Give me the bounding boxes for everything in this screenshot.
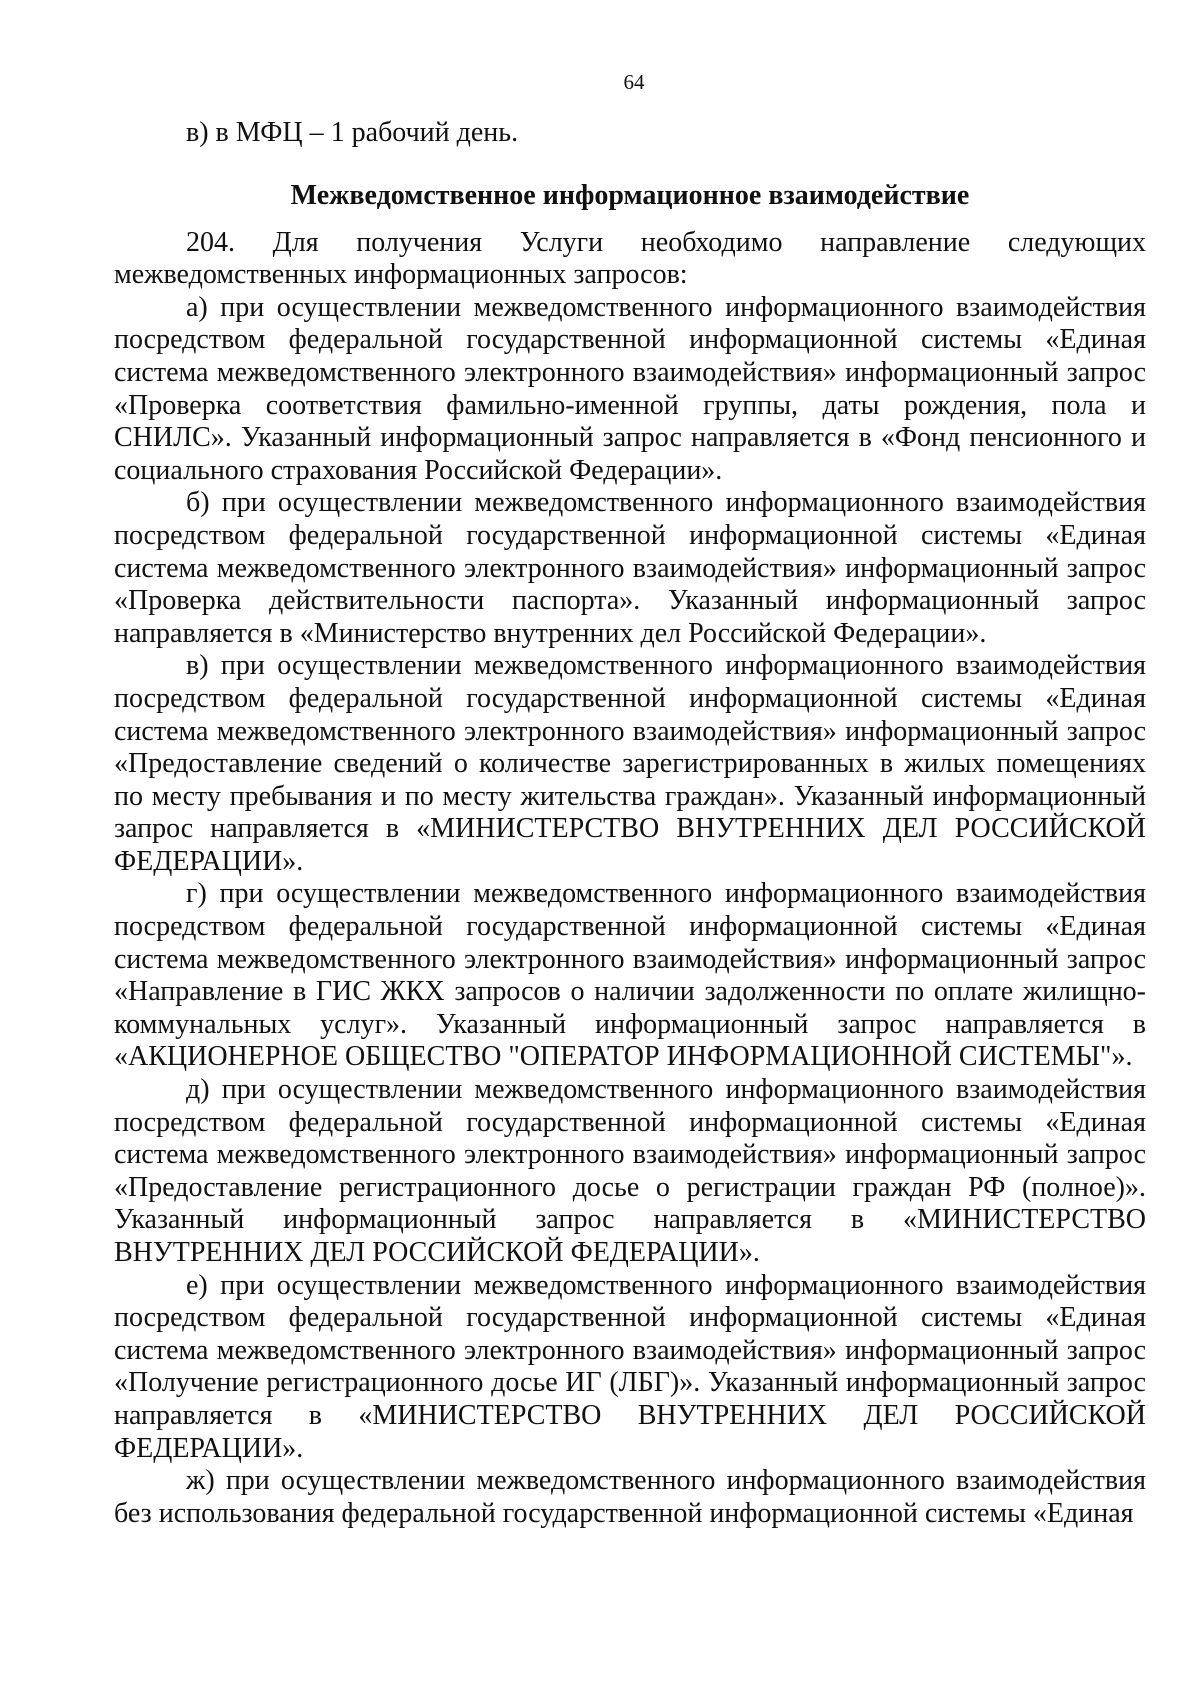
paragraph-204: 204. Для получения Услуги необходимо направление следующих межведомственных информационных запросов: (114, 226, 1146, 291)
paragraph-a: а) при осуществлении межведомственного информационного взаимодействия посредством федеральной государственной информационной системы «Единая система межведомственного электронного взаимодействия» информационный запрос «Проверка соответствия фамильно-именной группы, даты рождения, пола и СНИЛС». Указанный информационный запрос направляется в «Фонд пенсионного и социального страхования Российской Федерации». (114, 291, 1146, 486)
intro-line: в) в МФЦ – 1 рабочий день. (186, 117, 519, 148)
paragraph-d: д) при осуществлении межведомственного информационного взаимодействия посредством федеральной государственной информационной системы «Единая система межведомственного электронного взаимодействия» информационный запрос «Предоставление регистрационного досье о регистрации граждан РФ (полное)». Указанный информационный запрос направляется в «МИНИСТЕРСТВО ВНУТРЕННИХ ДЕЛ РОССИЙСКОЙ ФЕДЕРАЦИИ». (114, 1074, 1146, 1268)
paragraph-e: е) при осуществлении межведомственного информационного взаимодействия посредством федеральной государственной информационной системы «Единая система межведомственного электронного взаимодействия» информационный запрос «Получение регистрационного досье ИГ (ЛБГ)». Указанный информационный запрос направляется в «МИНИСТЕРСТВО ВНУТРЕННИХ ДЕЛ РОССИЙСКОЙ ФЕДЕРАЦИИ». (114, 1269, 1146, 1464)
paragraph-b: б) при осуществлении межведомственного информационного взаимодействия посредством федеральной государственной информационной системы «Единая система межведомственного электронного взаимодействия» информационный запрос «Проверка действительности паспорта». Указанный информационный запрос направляется в «Министерство внутренних дел Российской Федерации». (114, 487, 1146, 649)
paragraph-v: в) при осуществлении межведомственного информационного взаимодействия посредством федеральной государственной информационной системы «Единая система межведомственного электронного взаимодействия» информационный запрос «Предоставление сведений о количестве зарегистрированных в жилых помещениях по месту пребывания и по месту жительства граждан». Указанный информационный запрос направляется в «МИНИСТЕРСТВО ВНУТРЕННИХ ДЕЛ РОССИЙСКОЙ ФЕДЕРАЦИИ». (114, 650, 1146, 877)
page-number: 64 (623, 70, 645, 94)
paragraph-g: г) при осуществлении межведомственного информационного взаимодействия посредством федеральной государственной информационной системы «Единая система межведомственного электронного взаимодействия» информационный запрос «Направление в ГИС ЖКХ запросов о наличии задолженности по оплате жилищно-коммунальных услуг». Указанный информационный запрос направляется в «АКЦИОНЕРНОЕ ОБЩЕСТВО "ОПЕРАТОР ИНФОРМАЦИОННОЙ СИСТЕМЫ"». (114, 878, 1146, 1073)
document-body (114, 117, 1146, 1530)
section-title: Межведомственное информационное взаимодействие (290, 179, 970, 211)
paragraph-zh: ж) при осуществлении межведомственного информационного взаимодействия без использования федеральной государственной информационной системы «Единая (114, 1465, 1146, 1529)
